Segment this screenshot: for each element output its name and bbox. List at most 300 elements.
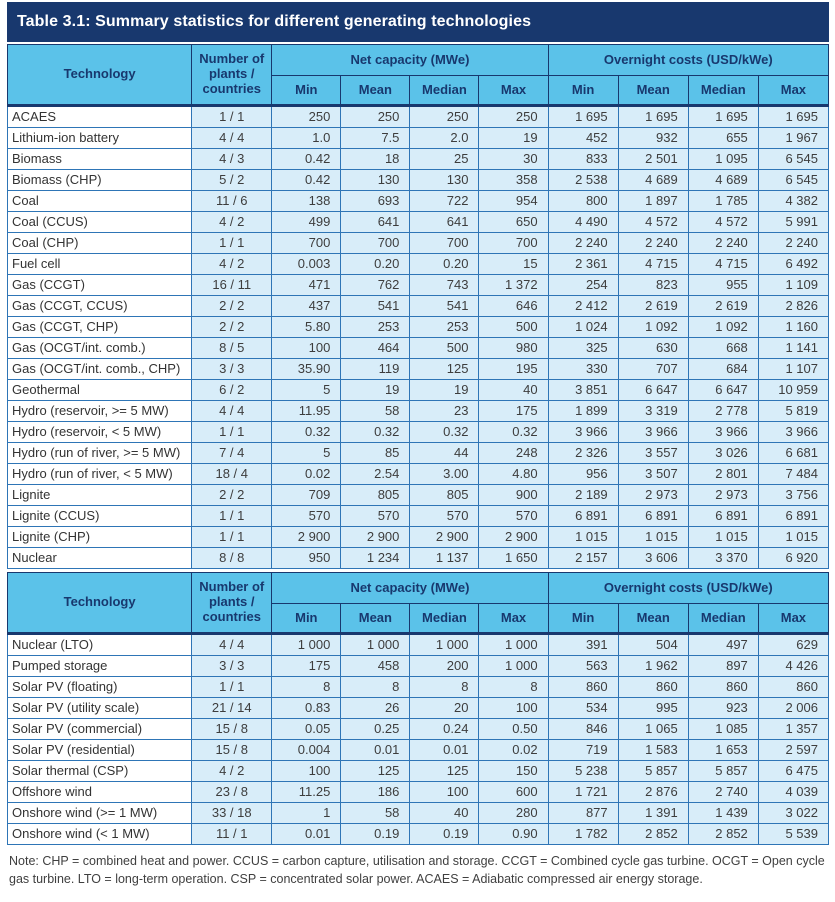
- net-capacity-value: 19: [479, 128, 548, 149]
- table-row: [8, 317, 829, 338]
- overnight-cost-value: 6 891: [618, 506, 688, 527]
- net-capacity-value: 500: [479, 317, 548, 338]
- overnight-cost-value: 2 973: [688, 485, 758, 506]
- net-capacity-value: 250: [410, 106, 479, 128]
- overnight-cost-value: 6 475: [758, 761, 828, 782]
- mean-header: Mean: [618, 76, 688, 106]
- plants-countries-cell: 1 / 1: [192, 527, 272, 548]
- technology-cell: Hydro (reservoir, >= 5 MW): [8, 401, 192, 422]
- overnight-cost-value: 932: [618, 128, 688, 149]
- overnight-cost-value: 3 370: [688, 548, 758, 569]
- min-header: Min: [548, 76, 618, 106]
- overnight-cost-value: 3 966: [548, 422, 618, 443]
- overnight-cost-value: 1 085: [688, 719, 758, 740]
- plants-countries-cell: 6 / 2: [192, 380, 272, 401]
- overnight-cost-value: 2 240: [688, 233, 758, 254]
- mean-header: Mean: [618, 604, 688, 634]
- overnight-cost-value: 707: [618, 359, 688, 380]
- overnight-cost-value: 3 507: [618, 464, 688, 485]
- net-capacity-value: 23: [410, 401, 479, 422]
- overnight-cost-value: 2 412: [548, 296, 618, 317]
- net-capacity-value: 1 650: [479, 548, 548, 569]
- max-header: Max: [758, 604, 828, 634]
- overnight-cost-value: 1 015: [618, 527, 688, 548]
- plants-countries-cell: 4 / 2: [192, 254, 272, 275]
- table-row: [8, 527, 829, 548]
- technology-header: Technology: [8, 573, 192, 634]
- overnight-cost-value: 2 619: [618, 296, 688, 317]
- overnight-cost-value: 504: [618, 634, 688, 656]
- table-title: Table 3.1: Summary statistics for different generating technologies: [7, 2, 829, 42]
- overnight-cost-value: 2 740: [688, 782, 758, 803]
- technology-cell: Nuclear: [8, 548, 192, 569]
- table-row: [8, 548, 829, 569]
- net-capacity-value: 722: [410, 191, 479, 212]
- overnight-cost-value: 3 851: [548, 380, 618, 401]
- median-header: Median: [688, 76, 758, 106]
- overnight-cost-value: 3 756: [758, 485, 828, 506]
- technology-cell: Onshore wind (>= 1 MW): [8, 803, 192, 824]
- net-capacity-value: 0.32: [479, 422, 548, 443]
- net-capacity-value: 0.003: [272, 254, 341, 275]
- plants-countries-cell: 2 / 2: [192, 296, 272, 317]
- overnight-cost-value: 2 597: [758, 740, 828, 761]
- net-capacity-value: 1 000: [479, 634, 548, 656]
- table-row: [8, 782, 829, 803]
- net-capacity-value: 175: [479, 401, 548, 422]
- overnight-cost-value: 4 572: [618, 212, 688, 233]
- min-header: Min: [272, 76, 341, 106]
- overnight-cost-value: 5 819: [758, 401, 828, 422]
- net-capacity-value: 641: [341, 212, 410, 233]
- plants-countries-header: Number of plants / countries: [192, 573, 272, 634]
- technology-cell: Onshore wind (< 1 MW): [8, 824, 192, 845]
- technology-cell: Hydro (run of river, < 5 MW): [8, 464, 192, 485]
- plants-countries-cell: 21 / 14: [192, 698, 272, 719]
- net-capacity-value: 0.20: [341, 254, 410, 275]
- net-capacity-value: 2 900: [410, 527, 479, 548]
- overnight-cost-value: 6 545: [758, 170, 828, 191]
- min-header: Min: [548, 604, 618, 634]
- net-capacity-value: 280: [479, 803, 548, 824]
- net-capacity-value: 26: [341, 698, 410, 719]
- mean-header: Mean: [341, 604, 410, 634]
- net-capacity-value: 709: [272, 485, 341, 506]
- overnight-cost-value: 2 240: [618, 233, 688, 254]
- overnight-cost-value: 1 695: [688, 106, 758, 128]
- overnight-cost-value: 846: [548, 719, 618, 740]
- table-row: [8, 170, 829, 191]
- technology-cell: Lignite: [8, 485, 192, 506]
- net-capacity-value: 4.80: [479, 464, 548, 485]
- net-capacity-value: 700: [272, 233, 341, 254]
- overnight-cost-value: 497: [688, 634, 758, 656]
- net-capacity-value: 40: [479, 380, 548, 401]
- technology-cell: Hydro (reservoir, < 5 MW): [8, 422, 192, 443]
- net-capacity-value: 3.00: [410, 464, 479, 485]
- plants-countries-header: Number of plants / countries: [192, 45, 272, 106]
- overnight-cost-value: 995: [618, 698, 688, 719]
- table-row: [8, 254, 829, 275]
- net-capacity-value: 2.54: [341, 464, 410, 485]
- net-capacity-value: 125: [341, 761, 410, 782]
- net-capacity-value: 0.25: [341, 719, 410, 740]
- net-capacity-value: 743: [410, 275, 479, 296]
- net-capacity-value: 8: [479, 677, 548, 698]
- overnight-cost-value: 2 852: [618, 824, 688, 845]
- overnight-cost-value: 629: [758, 634, 828, 656]
- summary-table-upper: [7, 44, 829, 569]
- overnight-cost-value: 2 619: [688, 296, 758, 317]
- overnight-cost-value: 2 157: [548, 548, 618, 569]
- net-capacity-value: 0.24: [410, 719, 479, 740]
- net-capacity-value: 0.42: [272, 149, 341, 170]
- table-row: [8, 506, 829, 527]
- net-capacity-value: 1.0: [272, 128, 341, 149]
- overnight-cost-value: 800: [548, 191, 618, 212]
- overnight-cost-value: 1 695: [618, 106, 688, 128]
- plants-countries-cell: 4 / 4: [192, 128, 272, 149]
- mean-header: Mean: [341, 76, 410, 106]
- plants-countries-cell: 1 / 1: [192, 506, 272, 527]
- net-capacity-value: 85: [341, 443, 410, 464]
- plants-countries-cell: 33 / 18: [192, 803, 272, 824]
- net-capacity-value: 0.02: [479, 740, 548, 761]
- overnight-cost-value: 2 240: [758, 233, 828, 254]
- overnight-cost-value: 1 092: [618, 317, 688, 338]
- technology-cell: ACAES: [8, 106, 192, 128]
- net-capacity-value: 125: [410, 761, 479, 782]
- overnight-cost-value: 391: [548, 634, 618, 656]
- net-capacity-value: 0.01: [341, 740, 410, 761]
- summary-table-lower: [7, 572, 829, 845]
- overnight-cost-value: 6 920: [758, 548, 828, 569]
- overnight-cost-value: 1 095: [688, 149, 758, 170]
- table-row: [8, 191, 829, 212]
- technology-cell: Solar PV (commercial): [8, 719, 192, 740]
- technology-cell: Coal: [8, 191, 192, 212]
- plants-countries-cell: 11 / 1: [192, 824, 272, 845]
- table-row: [8, 422, 829, 443]
- overnight-cost-value: 4 572: [688, 212, 758, 233]
- net-capacity-value: 2 900: [341, 527, 410, 548]
- overnight-cost-value: 254: [548, 275, 618, 296]
- table-row: [8, 296, 829, 317]
- overnight-cost-value: 6 492: [758, 254, 828, 275]
- plants-countries-cell: 23 / 8: [192, 782, 272, 803]
- median-header: Median: [688, 604, 758, 634]
- overnight-cost-value: 1 653: [688, 740, 758, 761]
- technology-cell: Solar PV (utility scale): [8, 698, 192, 719]
- table-row: [8, 698, 829, 719]
- table-row: [8, 233, 829, 254]
- net-capacity-value: 1 137: [410, 548, 479, 569]
- net-capacity-value: 0.50: [479, 719, 548, 740]
- overnight-cost-value: 719: [548, 740, 618, 761]
- net-capacity-value: 7.5: [341, 128, 410, 149]
- overnight-cost-value: 563: [548, 656, 618, 677]
- overnight-cost-value: 1 065: [618, 719, 688, 740]
- net-capacity-value: 1 234: [341, 548, 410, 569]
- overnight-cost-value: 1 897: [618, 191, 688, 212]
- overnight-cost-value: 6 681: [758, 443, 828, 464]
- overnight-cost-value: 2 006: [758, 698, 828, 719]
- net-capacity-value: 570: [341, 506, 410, 527]
- plants-countries-cell: 15 / 8: [192, 740, 272, 761]
- net-capacity-value: 138: [272, 191, 341, 212]
- plants-countries-cell: 4 / 2: [192, 761, 272, 782]
- table-row: [8, 359, 829, 380]
- net-capacity-value: 15: [479, 254, 548, 275]
- technology-cell: Coal (CCUS): [8, 212, 192, 233]
- overnight-cost-value: 1 782: [548, 824, 618, 845]
- overnight-cost-value: 684: [688, 359, 758, 380]
- plants-countries-cell: 5 / 2: [192, 170, 272, 191]
- overnight-cost-value: 1 024: [548, 317, 618, 338]
- net-capacity-value: 125: [410, 359, 479, 380]
- plants-countries-cell: 1 / 1: [192, 677, 272, 698]
- net-capacity-value: 20: [410, 698, 479, 719]
- overnight-cost-value: 1 785: [688, 191, 758, 212]
- overnight-cost-value: 655: [688, 128, 758, 149]
- net-capacity-value: 1 000: [341, 634, 410, 656]
- overnight-cost-value: 823: [618, 275, 688, 296]
- net-capacity-value: 253: [341, 317, 410, 338]
- overnight-cost-value: 860: [758, 677, 828, 698]
- net-capacity-value: 150: [479, 761, 548, 782]
- overnight-cost-value: 4 689: [688, 170, 758, 191]
- overnight-cost-value: 1 583: [618, 740, 688, 761]
- net-capacity-value: 58: [341, 803, 410, 824]
- overnight-cost-value: 7 484: [758, 464, 828, 485]
- net-capacity-value: 195: [479, 359, 548, 380]
- net-capacity-value: 0.32: [410, 422, 479, 443]
- net-capacity-value: 900: [479, 485, 548, 506]
- technology-cell: Solar PV (floating): [8, 677, 192, 698]
- overnight-cost-value: 2 326: [548, 443, 618, 464]
- overnight-cost-value: 1 357: [758, 719, 828, 740]
- table-row: [8, 677, 829, 698]
- net-capacity-value: 541: [410, 296, 479, 317]
- overnight-cost-value: 6 891: [688, 506, 758, 527]
- overnight-cost-value: 860: [548, 677, 618, 698]
- net-capacity-value: 646: [479, 296, 548, 317]
- table-row: [8, 740, 829, 761]
- technology-cell: Gas (CCGT): [8, 275, 192, 296]
- net-capacity-group-header: Net capacity (MWe): [272, 573, 548, 604]
- technology-cell: Gas (CCGT, CHP): [8, 317, 192, 338]
- table-body-lower: [8, 634, 829, 845]
- overnight-cost-value: 1 391: [618, 803, 688, 824]
- plants-countries-cell: 2 / 2: [192, 485, 272, 506]
- net-capacity-value: 950: [272, 548, 341, 569]
- table-row: [8, 149, 829, 170]
- technology-cell: Gas (OCGT/int. comb.): [8, 338, 192, 359]
- net-capacity-value: 458: [341, 656, 410, 677]
- plants-countries-cell: 15 / 8: [192, 719, 272, 740]
- plants-countries-cell: 3 / 3: [192, 359, 272, 380]
- net-capacity-value: 130: [341, 170, 410, 191]
- table-header: [8, 45, 829, 106]
- net-capacity-value: 570: [479, 506, 548, 527]
- overnight-cost-value: 877: [548, 803, 618, 824]
- net-capacity-value: 5: [272, 443, 341, 464]
- overnight-cost-value: 5 539: [758, 824, 828, 845]
- table-row: [8, 803, 829, 824]
- table-row: [8, 128, 829, 149]
- net-capacity-value: 500: [410, 338, 479, 359]
- overnight-cost-value: 1 109: [758, 275, 828, 296]
- net-capacity-value: 0.90: [479, 824, 548, 845]
- net-capacity-group-header: Net capacity (MWe): [272, 45, 548, 76]
- net-capacity-value: 186: [341, 782, 410, 803]
- net-capacity-value: 1: [272, 803, 341, 824]
- overnight-cost-value: 1 015: [758, 527, 828, 548]
- overnight-cost-value: 897: [688, 656, 758, 677]
- max-header: Max: [479, 76, 548, 106]
- overnight-cost-value: 2 852: [688, 824, 758, 845]
- table-row: [8, 719, 829, 740]
- overnight-cost-value: 4 039: [758, 782, 828, 803]
- table-row: [8, 485, 829, 506]
- technology-cell: Coal (CHP): [8, 233, 192, 254]
- net-capacity-value: 11.95: [272, 401, 341, 422]
- plants-countries-cell: 3 / 3: [192, 656, 272, 677]
- overnight-cost-value: 1 160: [758, 317, 828, 338]
- overnight-costs-group-header: Overnight costs (USD/kWe): [548, 45, 828, 76]
- overnight-cost-value: 1 092: [688, 317, 758, 338]
- table-row: [8, 634, 829, 656]
- net-capacity-value: 11.25: [272, 782, 341, 803]
- overnight-cost-value: 5 857: [618, 761, 688, 782]
- net-capacity-value: 499: [272, 212, 341, 233]
- net-capacity-value: 954: [479, 191, 548, 212]
- technology-header: Technology: [8, 45, 192, 106]
- overnight-cost-value: 2 801: [688, 464, 758, 485]
- overnight-cost-value: 2 361: [548, 254, 618, 275]
- overnight-cost-value: 630: [618, 338, 688, 359]
- overnight-cost-value: 5 991: [758, 212, 828, 233]
- net-capacity-value: 700: [479, 233, 548, 254]
- plants-countries-cell: 11 / 6: [192, 191, 272, 212]
- overnight-cost-value: 3 966: [618, 422, 688, 443]
- net-capacity-value: 0.19: [410, 824, 479, 845]
- net-capacity-value: 8: [341, 677, 410, 698]
- overnight-cost-value: 6 891: [758, 506, 828, 527]
- technology-cell: Gas (CCGT, CCUS): [8, 296, 192, 317]
- overnight-cost-value: 5 238: [548, 761, 618, 782]
- net-capacity-value: 130: [410, 170, 479, 191]
- technology-cell: Solar PV (residential): [8, 740, 192, 761]
- net-capacity-value: 25: [410, 149, 479, 170]
- net-capacity-value: 570: [410, 506, 479, 527]
- plants-countries-cell: 4 / 4: [192, 401, 272, 422]
- net-capacity-value: 0.02: [272, 464, 341, 485]
- technology-cell: Offshore wind: [8, 782, 192, 803]
- net-capacity-value: 250: [479, 106, 548, 128]
- overnight-cost-value: 2 876: [618, 782, 688, 803]
- overnight-cost-value: 3 026: [688, 443, 758, 464]
- net-capacity-value: 58: [341, 401, 410, 422]
- net-capacity-value: 700: [410, 233, 479, 254]
- net-capacity-value: 641: [410, 212, 479, 233]
- table-row: [8, 656, 829, 677]
- net-capacity-value: 0.01: [410, 740, 479, 761]
- max-header: Max: [758, 76, 828, 106]
- net-capacity-value: 0.83: [272, 698, 341, 719]
- overnight-cost-value: 325: [548, 338, 618, 359]
- technology-cell: Hydro (run of river, >= 5 MW): [8, 443, 192, 464]
- overnight-cost-value: 6 545: [758, 149, 828, 170]
- net-capacity-value: 250: [341, 106, 410, 128]
- net-capacity-value: 40: [410, 803, 479, 824]
- overnight-cost-value: 4 689: [618, 170, 688, 191]
- overnight-cost-value: 4 490: [548, 212, 618, 233]
- overnight-cost-value: 1 141: [758, 338, 828, 359]
- net-capacity-value: 570: [272, 506, 341, 527]
- table-row: [8, 401, 829, 422]
- net-capacity-value: 2.0: [410, 128, 479, 149]
- overnight-cost-value: 1 967: [758, 128, 828, 149]
- table-row: [8, 464, 829, 485]
- overnight-cost-value: 2 240: [548, 233, 618, 254]
- net-capacity-value: 1 000: [272, 634, 341, 656]
- overnight-cost-value: 6 891: [548, 506, 618, 527]
- overnight-cost-value: 2 189: [548, 485, 618, 506]
- net-capacity-value: 100: [410, 782, 479, 803]
- technology-cell: Lignite (CHP): [8, 527, 192, 548]
- net-capacity-value: 250: [272, 106, 341, 128]
- overnight-cost-value: 955: [688, 275, 758, 296]
- overnight-cost-value: 1 899: [548, 401, 618, 422]
- overnight-cost-value: 1 695: [758, 106, 828, 128]
- footnote: Note: CHP = combined heat and power. CCUS = carbon capture, utilisation and storage. CCGT = Combined cycle gas turbine. OCGT = Open cycle gas turbine. LTO = long-term operation. CSP = concentrated solar power. ACAES = Adiabatic compressed air energy storage.: [9, 854, 825, 886]
- net-capacity-value: 471: [272, 275, 341, 296]
- overnight-cost-value: 1 015: [548, 527, 618, 548]
- overnight-costs-group-header: Overnight costs (USD/kWe): [548, 573, 828, 604]
- table-header: [8, 573, 829, 634]
- overnight-cost-value: 956: [548, 464, 618, 485]
- table-row: [8, 443, 829, 464]
- technology-cell: Nuclear (LTO): [8, 634, 192, 656]
- technology-cell: Biomass (CHP): [8, 170, 192, 191]
- net-capacity-value: 253: [410, 317, 479, 338]
- net-capacity-value: 119: [341, 359, 410, 380]
- plants-countries-cell: 4 / 2: [192, 212, 272, 233]
- overnight-cost-value: 3 557: [618, 443, 688, 464]
- net-capacity-value: 175: [272, 656, 341, 677]
- overnight-cost-value: 330: [548, 359, 618, 380]
- net-capacity-value: 5.80: [272, 317, 341, 338]
- table-row: [8, 824, 829, 845]
- plants-countries-cell: 2 / 2: [192, 317, 272, 338]
- net-capacity-value: 5: [272, 380, 341, 401]
- net-capacity-value: 358: [479, 170, 548, 191]
- net-capacity-value: 200: [410, 656, 479, 677]
- overnight-cost-value: 2 501: [618, 149, 688, 170]
- overnight-cost-value: 923: [688, 698, 758, 719]
- net-capacity-value: 1 000: [410, 634, 479, 656]
- net-capacity-value: 44: [410, 443, 479, 464]
- net-capacity-value: 8: [272, 677, 341, 698]
- overnight-cost-value: 3 606: [618, 548, 688, 569]
- min-header: Min: [272, 604, 341, 634]
- overnight-cost-value: 1 695: [548, 106, 618, 128]
- overnight-cost-value: 2 538: [548, 170, 618, 191]
- max-header: Max: [479, 604, 548, 634]
- technology-cell: Lithium-ion battery: [8, 128, 192, 149]
- net-capacity-value: 0.20: [410, 254, 479, 275]
